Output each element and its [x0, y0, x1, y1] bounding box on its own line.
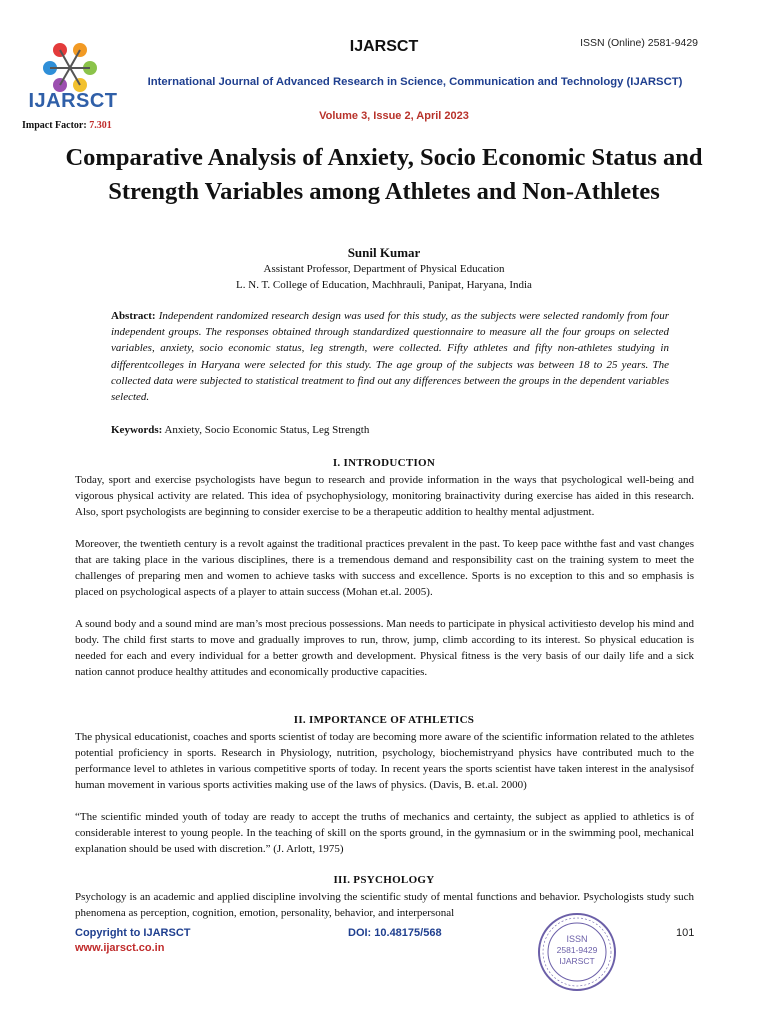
footer-copyright: Copyright to IJARSCT [75, 927, 191, 939]
section-heading-introduction: I. INTRODUCTION [332, 457, 436, 469]
impact-label: Impact Factor: [22, 120, 90, 131]
author-name: Sunil Kumar [347, 245, 421, 260]
paragraph: “The scientific minded youth of today are ready to accept the truths of mechanics and certainty, the subject as applied to athletics is of considerable interest to young people. In the teaching of skill on the sports ground, in the gymnasium or in the swimming pool, mechanical explanation should be used with discretion.” (J. Arlott, 1975) [75, 811, 694, 856]
issn: ISSN (Online) 2581-9429 [580, 37, 698, 49]
abstract-label: Abstract: [111, 310, 156, 322]
keywords-label: Keywords: [111, 424, 163, 436]
logo-text: IJARSCT [28, 90, 118, 112]
paragraph: A sound body and a sound mind are man’s most precious possessions. Man needs to participate in physical activitiesto develop his mind and body. The child first starts to move and gradually improves to run, throw, jump, climb according to its interest. So physical education is needed for each and every individual for a better growth and development. Physical fitness is the very basis of our daily life and a sick nation cannot produce healthy attitudes and economically productive capacities. [75, 618, 694, 679]
paragraph: Today, sport and exercise psychologists have begun to research and provide information in the ways that psychological well-being and vigorous physical activity are related. This idea of psychophysiology, monitoring brainactivity during exercise has aided in this research. Also, sport psychologists are beginning to consider exercise to be a therapeutic addition to healthy mental adjustment. [75, 474, 694, 519]
paragraph: Moreover, the twentieth century is a revolt against the traditional practices prevalent in the past. To keep pace withthe fast and vast changes that are taking place in the various disciplines, there is a tremendous demand and responsibility cast on the training system to meet the challenges of preparing men and women to achieve tasks with success and excellence. Sports is no exception to this and so emphasis is placed on psychological aspects of a player to attain success (Mohan et.al. 2005). [75, 538, 694, 599]
seal-line-2: 2581-9429 [556, 945, 598, 955]
paragraph: Psychology is an academic and applied discipline involving the scientific study of mental functions and behavior. Psychologists study such phenomena as perception, cognition, emotion, personality, behavior, and interpersonal [75, 891, 694, 920]
impact-value: 7.301 [89, 120, 112, 131]
paragraph: The physical educationist, coaches and sports scientist of today are becoming more aware of the scientific information related to the athletes potential proficiency in sports. Research in Physiology, nutrition, psychology, biochemistryand physics have contributed much to the performance level to athletes in various competitive sports of today. In recent years the sports scientist have taken interest in the analysisof human movement in various sports activities making use of the laws of physics. (Davis, B. et.al. 2000) [75, 731, 694, 792]
volume-issue: Volume 3, Issue 2, April 2023 [319, 110, 469, 122]
paper-title: Comparative Analysis of Anxiety, Socio Economic Status and Strength Variables among Athletes and Non-Athletes [65, 144, 703, 205]
section-heading-psychology: III. PSYCHOLOGY [333, 874, 435, 886]
section-heading-athletics: II. IMPORTANCE OF ATHLETICS [293, 714, 475, 726]
issn-seal [537, 912, 617, 992]
journal-short-name: IJARSCT [349, 38, 419, 55]
footer-doi: DOI: 10.48175/568 [348, 927, 442, 939]
page-number: 101 [676, 927, 695, 939]
keywords-text: Anxiety, Socio Economic Status, Leg Strength [162, 424, 370, 436]
abstract [111, 308, 669, 405]
author-affiliation-2: L. N. T. College of Education, Machhrauli, Panipat, Haryana, India [236, 279, 532, 291]
seal-line-3: IJARSCT [559, 956, 595, 966]
abstract-text: Independent randomized research design was used for this study, as the subjects were selected randomly from four independent groups. The responses obtained through standardized questionnaire to measure all the four groups on selected variables, anxiety, socio economic status, leg strength, were collected. Fifty athletes and fifty non-athletes studying in differentcolleges in Haryana were selected for this study. The age group of the subjects was between 18 to 25 years. The collected data were subjected to statistical treatment to find out any differences between the groups in the dependent variables selected. [111, 310, 669, 404]
keywords [111, 424, 369, 436]
journal-full-name: International Journal of Advanced Research in Science, Communication and Technology (IJARSCT) [147, 76, 683, 88]
seal-line-1: ISSN [566, 934, 588, 944]
footer-website-link[interactable]: www.ijarsct.co.in [75, 942, 165, 954]
author-affiliation-1: Assistant Professor, Department of Physical Education [263, 263, 505, 275]
